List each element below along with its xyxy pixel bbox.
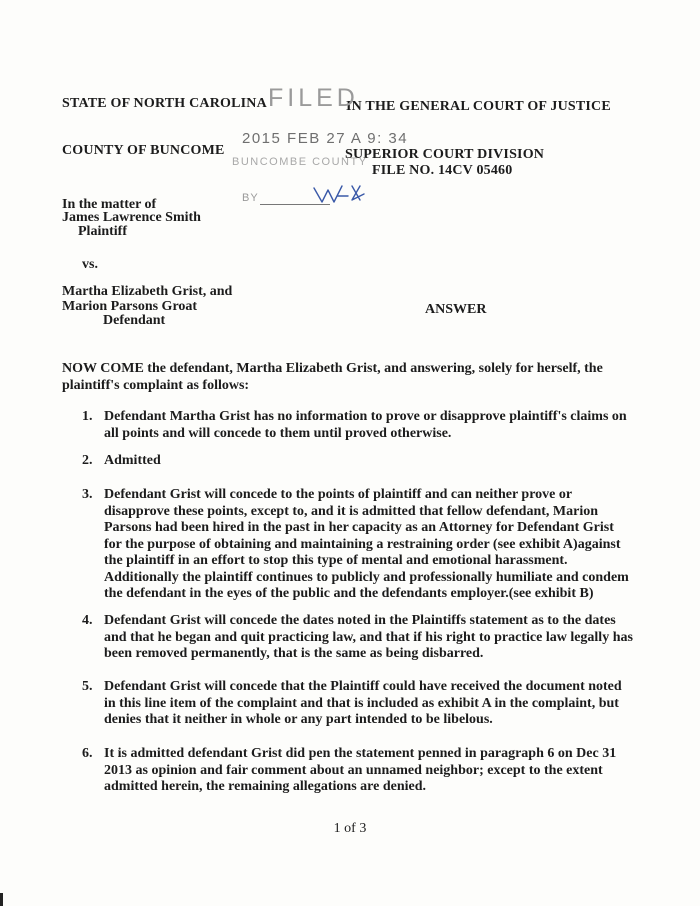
list-item (82, 679, 634, 729)
item-text: Defendant Grist will concede the dates noted in the Plaintiffs statement as to the dates and that he began and quit practicing law, and that if his right to practice law legally has been removed permanently, that is the same as being disbarred. (104, 613, 633, 661)
plaintiff-role: Plaintiff (78, 224, 127, 239)
division-heading: SUPERIOR COURT DIVISION (345, 147, 545, 162)
defendant-role: Defendant (103, 313, 166, 328)
clerk-initials-signature (312, 180, 376, 210)
page-number: 1 of 3 (333, 821, 367, 836)
plaintiff-name: James Lawrence Smith (62, 210, 201, 225)
court-heading: IN THE GENERAL COURT OF JUSTICE (346, 99, 611, 114)
item-text: Defendant Grist will concede that the Plaintiff could have received the document noted in this line item of the complaint and that is included as exhibit A in the complaint, but denies that it neither in whole or any part intended to be libelous. (104, 679, 622, 727)
scan-edge-mark (0, 893, 3, 906)
list-item (82, 746, 634, 796)
item-number: 5. (82, 679, 93, 694)
list-item (82, 453, 634, 470)
item-number: 4. (82, 613, 93, 628)
county-heading: COUNTY OF BUNCOME (62, 143, 225, 158)
defendant-2-name: Marion Parsons Groat (62, 299, 198, 314)
list-item (82, 409, 634, 442)
filed-by-label: BY (242, 192, 259, 204)
item-number: 1. (82, 409, 93, 424)
item-text: Defendant Grist will concede to the points of plaintiff and can neither prove or disapprove these points, except to, and it is admitted that fellow defendant, Marion Parsons had been hired in the past in her capacity as an Attorney for Defendant Grist for the purpose of obtaining and maintaining a restraining order (see exhibit A)against the plaintiff in an effort to stop this type of mental and emotional harassment. Additionally the plaintiff continues to publicly and professionally humiliate and condem the defendant in the eyes of the public and the defendants employer.(see exhibit B) (104, 487, 629, 601)
filed-stamp: FILED (268, 84, 359, 112)
document-title: ANSWER (425, 302, 487, 317)
item-text: Defendant Martha Grist has no information to prove or disapprove plaintiff's claims on all points and will concede to them until proved otherwise. (104, 409, 627, 441)
list-item (82, 613, 634, 663)
matter-intro: In the matter of (62, 197, 157, 212)
file-number: FILE NO. 14CV 05460 (372, 163, 513, 178)
item-text: It is admitted defendant Grist did pen the statement penned in paragraph 6 on Dec 31 2013 as opinion and fair comment about an unnamed neighbor; except to the extent admitted herein, the remaining allegations are denied. (104, 746, 617, 794)
filed-datetime: 2015 FEB 27 A 9: 34 (242, 130, 409, 147)
filed-county: BUNCOMBE COUNTY (232, 156, 368, 168)
item-number: 6. (82, 746, 93, 761)
state-heading: STATE OF NORTH CAROLINA (62, 96, 267, 111)
intro-paragraph: NOW COME the defendant, Martha Elizabeth Grist, and answering, solely for herself, the plaintiff's complaint as follows: (62, 361, 603, 393)
item-number: 2. (82, 453, 93, 468)
versus-label: vs. (82, 257, 98, 272)
list-item (82, 487, 634, 603)
item-text: Admitted (104, 453, 161, 468)
item-number: 3. (82, 487, 93, 502)
defendant-1-name: Martha Elizabeth Grist, and (62, 284, 233, 299)
